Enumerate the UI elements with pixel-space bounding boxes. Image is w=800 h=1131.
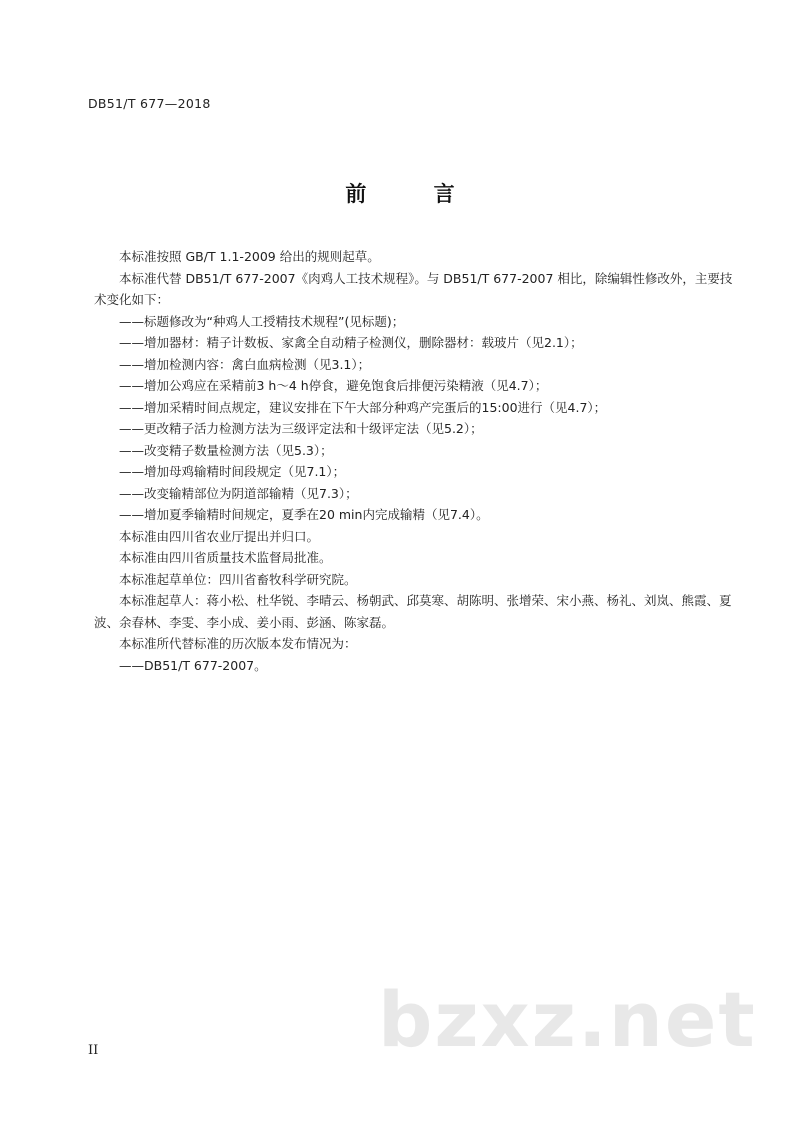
list-item: ——DB51/T 677-2007。 — [119, 657, 267, 673]
list-item: ——增加检测内容：禽白血病检测（见3.1）； — [119, 356, 371, 372]
list-item: ——增加公鸡应在采精前3 h～4 h停食，避免饱食后排便污染精液（见4.7）； — [119, 378, 548, 393]
paragraph: 本标准按照 GB/T 1.1-2009 给出的规则起草。 — [119, 249, 380, 264]
list-item: ——增加器材：精子计数板、家禽全自动精子检测仪，删除器材：载玻片（见2.1）； — [119, 335, 583, 350]
paragraph: 本标准由四川省农业厅提出并归口。 — [119, 528, 320, 544]
list-item: ——改变精子数量检测方法（见5.3）； — [119, 442, 333, 458]
list-item: ——改变输精部位为阴道部输精（见7.3）； — [119, 485, 358, 501]
page-number: II — [88, 1043, 99, 1058]
paragraph: 本标准起草人：蒋小松、杜华锐、李晴云、杨朝武、邱莫寒、胡陈明、张增荣、宋小燕、杨礼、刘岚、熊霞、夏波、余春林、李雯、李小成、姜小雨、彭涵、陈家磊。 — [94, 593, 732, 630]
list-item: ——标题修改为“种鸡人工授精技术规程”(见标题)； — [119, 313, 405, 329]
watermark: bzxz.net — [378, 975, 757, 1064]
list-item: ——增加夏季输精时间规定，夏季在20 min内完成输精（见7.4）。 — [119, 507, 489, 522]
page-title: 前 言 — [345, 182, 485, 206]
paragraph: 本标准代替 DB51/T 677-2007《肉鸡人工技术规程》。与 DB51/T 677-2007 相比，除编辑性修改外，主要技术变化如下： — [94, 270, 733, 307]
list-item: ——增加母鸡输精时间段规定（见7.1）； — [119, 464, 346, 479]
list-item: ——增加采精时间点规定，建议安排在下午大部分种鸡产完蛋后的15:00进行（见4.7）； — [119, 399, 607, 415]
list-item: ——更改精子活力检测方法为三级评定法和十级评定法（见5.2）； — [119, 421, 483, 436]
paragraph: 本标准由四川省质量技术监督局批准。 — [119, 550, 332, 565]
document-code: DB51/T 677—2018 — [88, 96, 211, 111]
document-body — [94, 246, 744, 676]
paragraph: 本标准起草单位：四川省畜牧科学研究院。 — [119, 571, 357, 587]
paragraph: 本标准所代替标准的历次版本发布情况为： — [119, 636, 357, 651]
